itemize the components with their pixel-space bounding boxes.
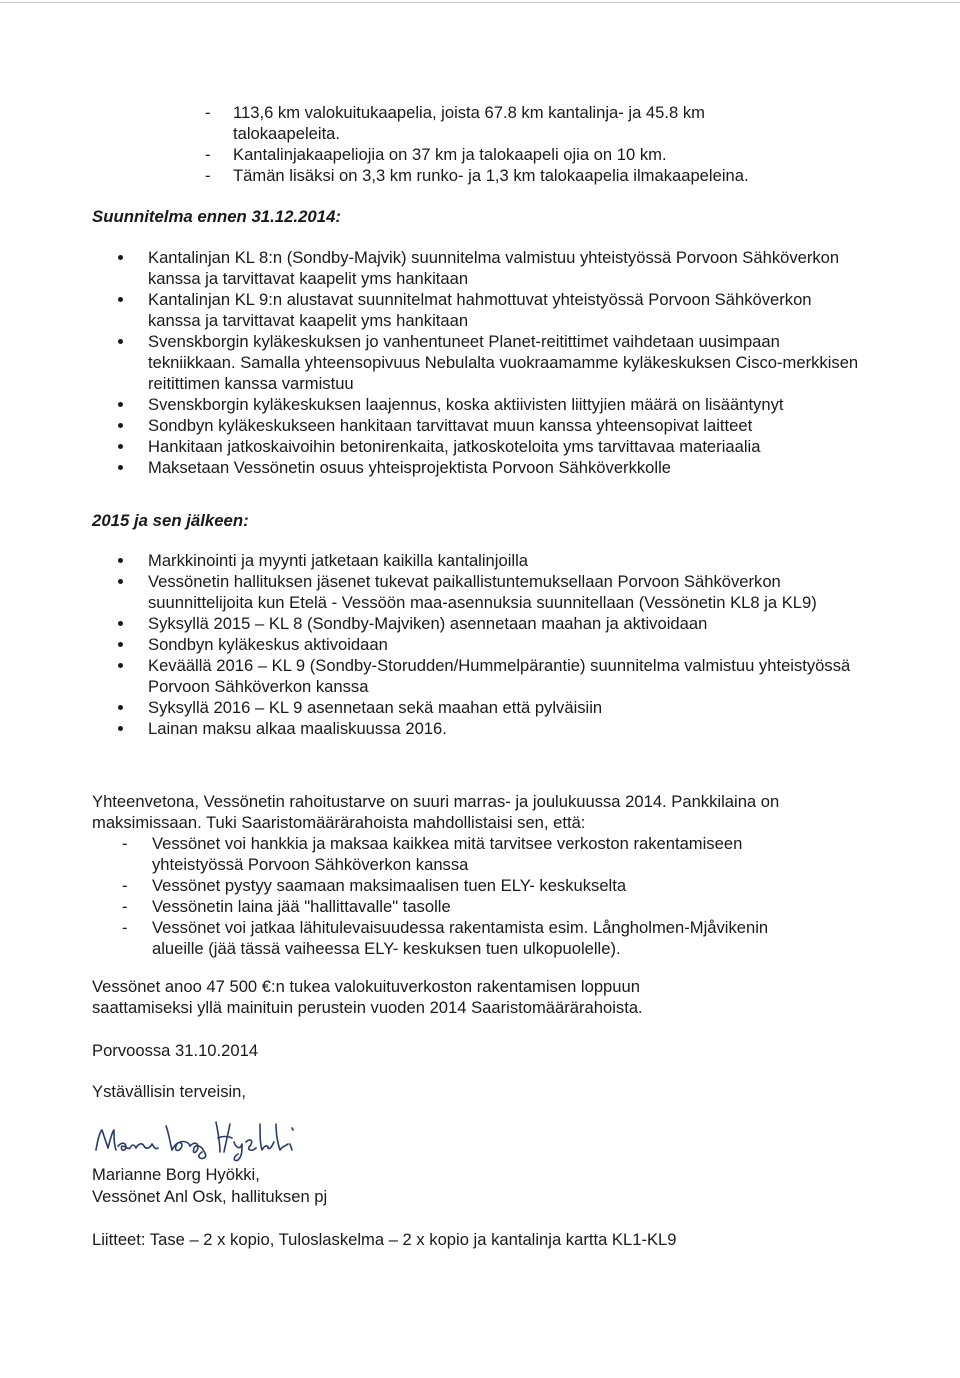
summary-paragraph: Yhteenvetona, Vessönetin rahoitustarve on suuri marras- ja joulukuussa 2014. Pankkilaina on maksimissaan. Tuki Saaristomäärärahoista mahdollistaisi sen, että:: [92, 792, 780, 832]
list-item: Hankitaan jatkoskaivoihin betonirenkaita, jatkoskoteloita yms tarvittavaa materiaalia: [92, 436, 862, 457]
list-item: - Tämän lisäksi on 3,3 km runko- ja 1,3 km talokaapelia ilmakaapeleina.: [205, 166, 749, 185]
list-item: Syksyllä 2016 – KL 9 asennetaan sekä maahan että pylväisiin: [92, 697, 862, 718]
list-item: Keväällä 2016 – KL 9 (Sondby-Storudden/Hummelpärantie) suunnitelma valmistuu yhteistyössä Porvoon Sähköverkon kanssa: [92, 655, 862, 697]
request-paragraph: Vessönet anoo 47 500 €:n tukea valokuituverkoston rakentamisen loppuun saattamiseksi yllä mainituin perustein vuoden 2014 Saaristomäärärahoista.: [92, 977, 643, 1017]
bullet-icon: [118, 423, 123, 428]
list-item: - Vessönet voi jatkaa lähitulevaisuudessa rakentamista esim. Långholmen-Mjåvikenin alueille (jää tässä vaiheessa ELY- keskuksen tuen ulkopuolelle).: [122, 918, 769, 958]
bullet-icon: [118, 402, 123, 407]
place-date: Porvoossa 31.10.2014: [92, 1041, 259, 1060]
list-item: Sondbyn kyläkeskus aktivoidaan: [92, 634, 862, 655]
bullet-icon: [118, 621, 123, 626]
list-item: Sondbyn kyläkeskukseen hankitaan tarvittavat muun kanssa yhteensopivat laitteet: [92, 415, 862, 436]
bullet-icon: [118, 297, 123, 302]
section-heading-before: Suunnitelma ennen 31.12.2014:: [92, 207, 342, 226]
list-item: Lainan maksu alkaa maaliskuussa 2016.: [92, 718, 862, 739]
signer-name: Marianne Borg Hyökki,: [92, 1165, 260, 1184]
bullet-icon: [118, 579, 123, 584]
bullet-icon: [118, 255, 123, 260]
greeting: Ystävällisin terveisin,: [92, 1082, 247, 1101]
list-item: - Vessönet pystyy saamaan maksimaalisen tuen ELY- keskukselta: [122, 876, 627, 895]
list-item: - Vessönetin laina jää "hallittavalle" tasolle: [122, 897, 451, 916]
plan-after-list: [92, 550, 862, 739]
bullet-icon: [118, 663, 123, 668]
bullet-icon: [118, 339, 123, 344]
summary-list: [122, 833, 822, 959]
list-item: Vessönetin hallituksen jäsenet tukevat paikallistuntemuksellaan Porvoon Sähköverkon suunnittelijoita kun Etelä - Vessöön maa-asennuksia suunnitellaan (Vessönetin KL8 ja KL9): [92, 571, 862, 613]
list-item: - Kantalinjakaapeliojia on 37 km ja talokaapeli ojia on 10 km.: [205, 145, 667, 164]
signature-image: [92, 1112, 332, 1162]
bullet-icon: [118, 444, 123, 449]
bullet-icon: [118, 726, 123, 731]
list-item: Syksyllä 2015 – KL 8 (Sondby-Majviken) asennetaan maahan ja aktivoidaan: [92, 613, 862, 634]
top-rule: [0, 2, 960, 3]
list-item: Svenskborgin kyläkeskuksen laajennus, koska aktiivisten liittyjien määrä on lisääntynyt: [92, 394, 862, 415]
plan-before-list: [92, 247, 862, 478]
list-item: - Vessönet voi hankkia ja maksaa kaikkea mitä tarvitsee verkoston rakentamiseen yhteistyössä Porvoon Sähköverkon kanssa: [122, 834, 743, 874]
bullet-icon: [118, 465, 123, 470]
bullet-icon: [118, 642, 123, 647]
list-item: Kantalinjan KL 9:n alustavat suunnitelmat hahmottuvat yhteistyössä Porvoon Sähköverkon kanssa ja tarvittavat kaapelit yms hankitaan: [92, 289, 862, 331]
attachments-line: Liitteet: Tase – 2 x kopio, Tuloslaskelma – 2 x kopio ja kantalinja kartta KL1-KL9: [92, 1230, 677, 1249]
bullet-icon: [118, 558, 123, 563]
list-item: Markkinointi ja myynti jatketaan kaikilla kantalinjoilla: [92, 550, 862, 571]
list-item: - 113,6 km valokuitukaapelia, joista 67.8 km kantalinja- ja 45.8 km talokaapeleita.: [205, 103, 705, 143]
list-item: Kantalinjan KL 8:n (Sondby-Majvik) suunnitelma valmistuu yhteistyössä Porvoon Sähköverkon kanssa ja tarvittavat kaapelit yms hankitaan: [92, 247, 862, 289]
bullet-icon: [118, 705, 123, 710]
signer-title: Vessönet Anl Osk, hallituksen pj: [92, 1187, 328, 1206]
intro-list: [205, 102, 805, 186]
list-item: Svenskborgin kyläkeskuksen jo vanhentuneet Planet-reitittimet vaihdetaan uusimpaan tekniikkaan. Samalla yhteensopivuus Nebulalta vuokraamamme kyläkeskuksen Cisco-merkkisen reitittimen kanssa varmistuu: [92, 331, 862, 394]
section-heading-after: 2015 ja sen jälkeen:: [92, 511, 249, 530]
list-item: Maksetaan Vessönetin osuus yhteisprojektista Porvoon Sähköverkkolle: [92, 457, 862, 478]
